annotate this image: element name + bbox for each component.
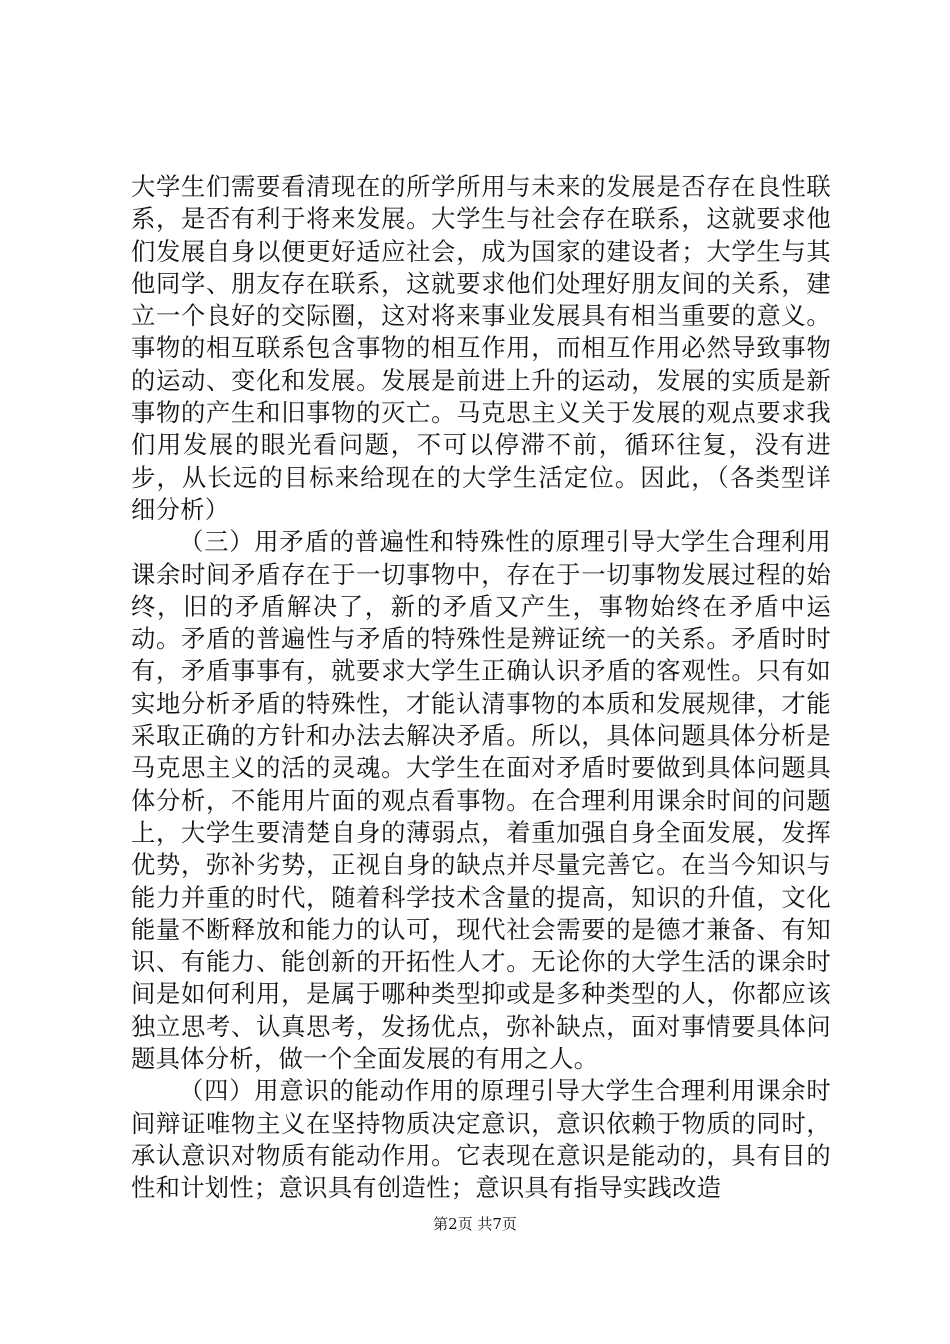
page-number-footer: 第2页 共7页: [433, 1215, 517, 1233]
paragraph-development: 大学生们需要看清现在的所学所用与未来的发展是否存在良性联系，是否有利于将来发展。大学生与社会存在联系，这就要求他们发展自身以便更好适应社会，成为国家的建设者；大学生与其他同学、朋友存在联系，这就要求他们处理好朋友间的关系，建立一个良好的交际圈，这对将来事业发展具有相当重要的意义。事物的相互联系包含事物的相互作用，而相互作用必然导致事物的运动、变化和发展。发展是前进上升的运动，发展的实质是新事物的产生和旧事物的灭亡。马克思主义关于发展的观点要求我们用发展的眼光看问题，不可以停滞不前，循环往复，没有进步，从长远的目标来给现在的大学生活定位。因此，（各类型详细分析）: [131, 172, 831, 524]
document-body: [131, 171, 831, 1205]
paragraph-section-four: （四）用意识的能动作用的原理引导大学生合理利用课余时间辩证唯物主义在坚持物质决定意识，意识依赖于物质的同时，承认意识对物质有能动作用。它表现在意识是能动的，具有目的性和计划性；意识具有创造性；意识具有指导实践改造: [131, 1076, 831, 1203]
paragraph-section-three: （三）用矛盾的普遍性和特殊性的原理引导大学生合理利用课余时间矛盾存在于一切事物中，存在于一切事物发展过程的始终，旧的矛盾解决了，新的矛盾又产生，事物始终在矛盾中运动。矛盾的普遍性与矛盾的特殊性是辨证统一的关系。矛盾时时有，矛盾事事有，就要求大学生正确认识矛盾的客观性。只有如实地分析矛盾的特殊性，才能认清事物的本质和发展规律，才能采取正确的方针和办法去解决矛盾。所以，具体问题具体分析是马克思主义的活的灵魂。大学生在面对矛盾时要做到具体问题具体分析，不能用片面的观点看事物。在合理利用课余时间的问题上，大学生要清楚自身的薄弱点，着重加强自身全面发展，发挥优势，弥补劣势，正视自身的缺点并尽量完善它。在当今知识与能力并重的时代，随着科学技术含量的提高，知识的升值，文化能量不断释放和能力的认可，现代社会需要的是德才兼备、有知识、有能力、能创新的开拓性人才。无论你的大学生活的课余时间是如何利用，是属于哪种类型抑或是多种类型的人，你都应该独立思考、认真思考，发扬优点，弥补缺点，面对事情要具体问题具体分析，做一个全面发展的有用之人。: [131, 527, 831, 1074]
